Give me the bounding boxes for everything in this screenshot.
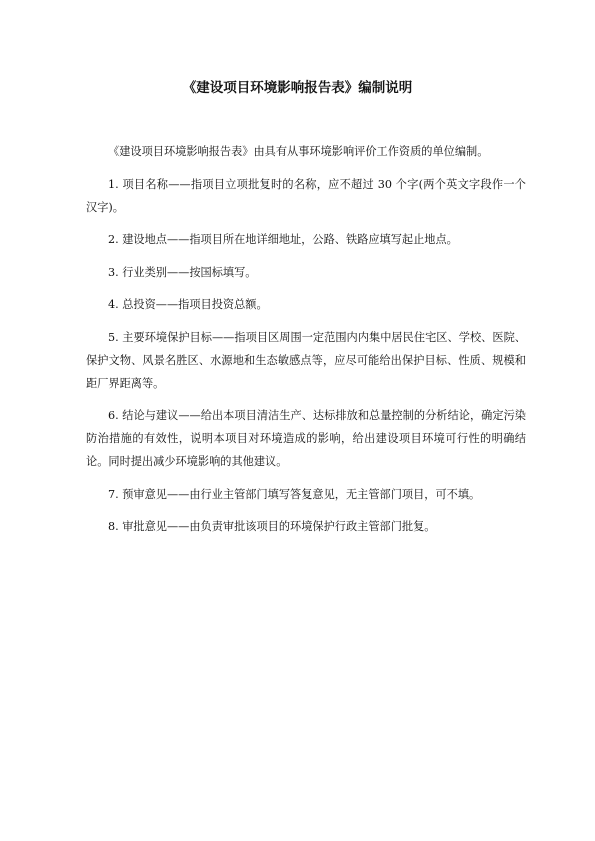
item-industry-category: 3. 行业类别——按国标填写。 — [108, 265, 257, 279]
item-construction-site: 2. 建设地点——指项目所在地详细地址，公路、铁路应填写起止地点。 — [108, 233, 458, 246]
item-approval-opinion: 8. 审批意见——由负责审批该项目的环境保护行政主管部门批复。 — [108, 520, 436, 533]
item-protection-targets: 5. 主要环境保护目标——指项目区周围一定范围内内集中居民住宅区、学校、医院、保护文物、风景名胜区、水源地和生态敏感点等，应尽可能给出保护目标、性质、规模和距厂界距离等。 — [86, 330, 526, 390]
document-body — [86, 140, 526, 548]
item-project-name: 1. 项目名称——指项目立项批复时的名称，应不超过 30 个字(两个英文字段作一个汉字)。 — [86, 177, 526, 214]
intro-paragraph: 《建设项目环境影响报告表》由具有从事环境影响评价工作资质的单位编制。 — [108, 145, 489, 158]
item-conclusions: 6. 结论与建议——给出本项目清洁生产、达标排放和总量控制的分析结论，确定污染防治措施的有效性，说明本项目对环境造成的影响，给出建设项目环境可行性的明确结论。同时提出减少环境影响的其他建议。 — [86, 409, 526, 468]
item-pre-review-opinion: 7. 预审意见——由行业主管部门填写答复意见，无主管部门项目，可不填。 — [108, 487, 481, 501]
page-title: 《建设项目环境影响报告表》编制说明 — [182, 80, 413, 96]
item-total-investment: 4. 总投资——指项目投资总额。 — [108, 298, 268, 311]
